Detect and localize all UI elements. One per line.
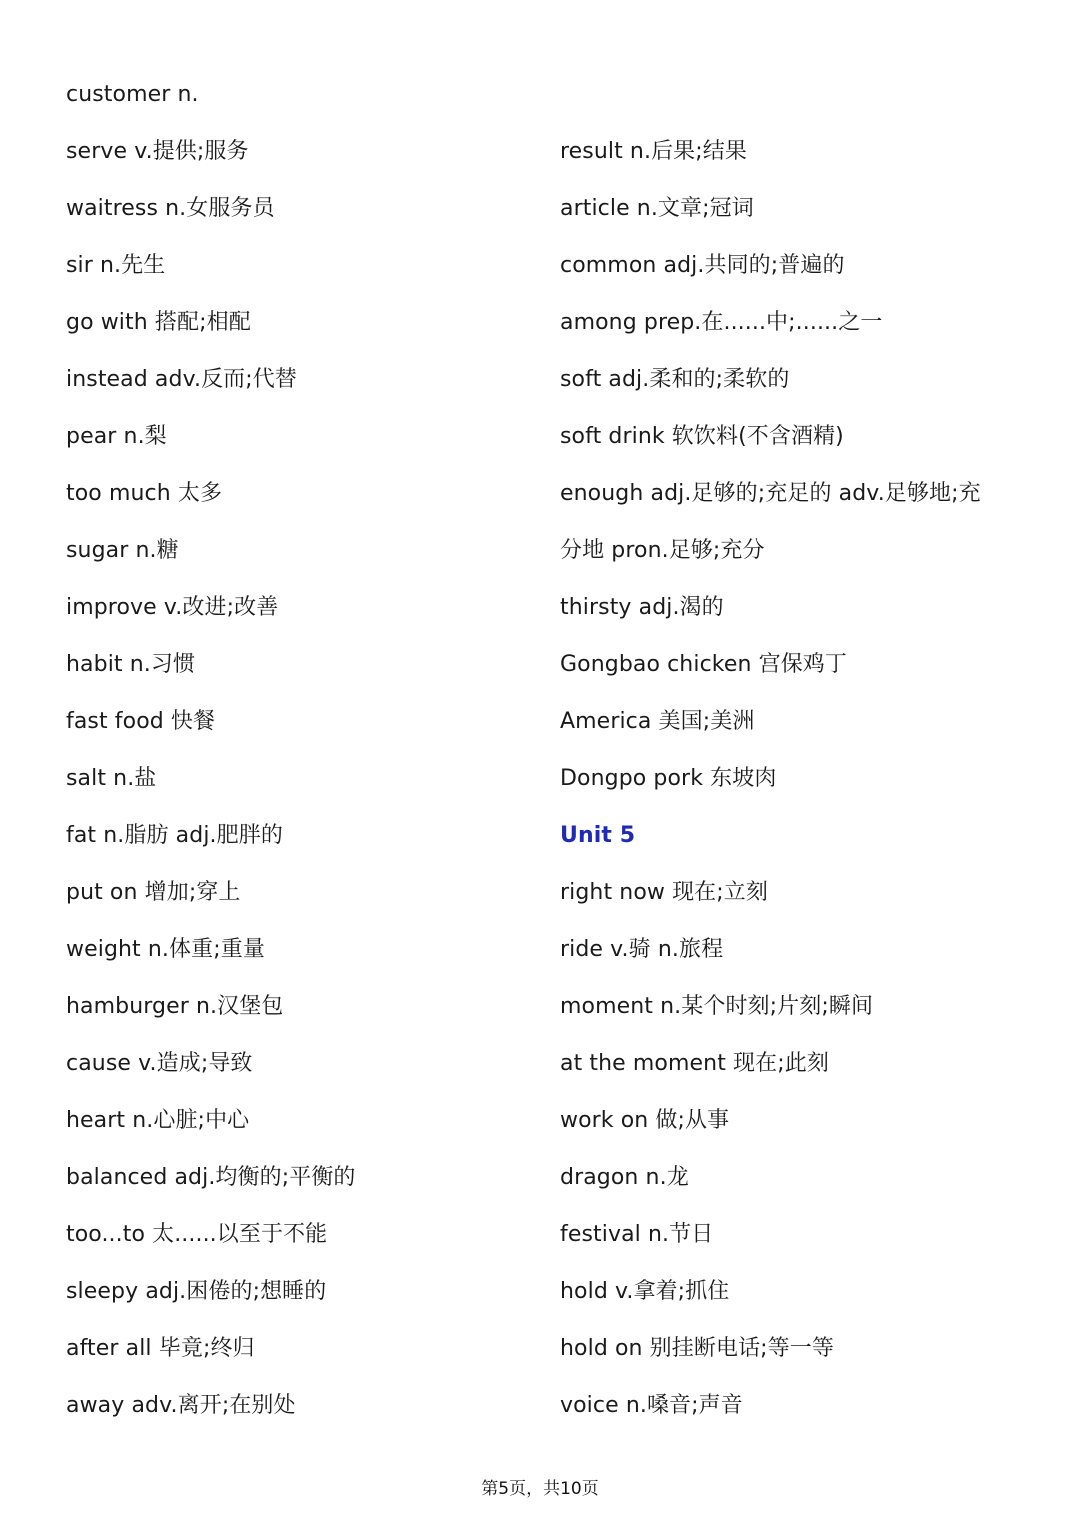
vocab-entry: after all 毕竟;终归 — [66, 1336, 255, 1361]
vocab-entry: improve v.改进;改善 — [66, 595, 279, 620]
vocab-entry: hold on 别挂断电话;等一等 — [560, 1336, 834, 1361]
vocab-entry: balanced adj.均衡的;平衡的 — [66, 1165, 356, 1190]
vocab-entry: pear n.梨 — [66, 424, 167, 449]
vocab-entry: ride v.骑 n.旅程 — [560, 937, 724, 962]
vocab-entry: among prep.在......中;......之一 — [560, 310, 883, 335]
vocab-entry: serve v.提供;服务 — [66, 139, 249, 164]
vocab-entry: common adj.共同的;普遍的 — [560, 253, 845, 278]
vocab-entry: moment n.某个时刻;片刻;瞬间 — [560, 994, 874, 1019]
vocab-entry: fat n.脂肪 adj.肥胖的 — [66, 823, 283, 848]
vocab-entry: habit n.习惯 — [66, 652, 196, 677]
vocab-entry: sir n.先生 — [66, 253, 166, 278]
vocab-entry: sugar n.糖 — [66, 538, 179, 563]
vocab-entry: Gongbao chicken 宫保鸡丁 — [560, 652, 847, 677]
vocab-entry: weight n.体重;重量 — [66, 937, 265, 962]
vocab-entry: thirsty adj.渴的 — [560, 595, 724, 620]
unit-heading: Unit 5 — [560, 823, 636, 848]
vocab-entry: at the moment 现在;此刻 — [560, 1051, 829, 1076]
vocab-entry: hamburger n.汉堡包 — [66, 994, 284, 1019]
vocab-entry: too much 太多 — [66, 481, 223, 506]
vocab-entry: fast food 快餐 — [66, 709, 216, 734]
vocab-entry: 分地 pron.足够;充分 — [560, 538, 765, 563]
vocab-entry: festival n.节日 — [560, 1222, 714, 1247]
vocab-entry: article n.文章;冠词 — [560, 196, 754, 221]
vocab-entry: enough adj.足够的;充足的 adv.足够地;充 — [560, 481, 981, 506]
vocab-entry: heart n.心脏;中心 — [66, 1108, 250, 1133]
vocab-entry: America 美国;美洲 — [560, 709, 755, 734]
vocab-entry: instead adv.反而;代替 — [66, 367, 297, 392]
vocab-entry: put on 增加;穿上 — [66, 880, 241, 905]
vocab-entry: Dongpo pork 东坡肉 — [560, 766, 777, 791]
page-number-footer: 第5页，共10页 — [481, 1479, 599, 1499]
vocab-entry: away adv.离开;在别处 — [66, 1393, 296, 1418]
vocab-entry: soft drink 软饮料(不含酒精) — [560, 424, 844, 449]
vocab-entry: hold v.拿着;抓住 — [560, 1279, 730, 1304]
vocab-entry: soft adj.柔和的;柔软的 — [560, 367, 790, 392]
vocab-entry: voice n.嗓音;声音 — [560, 1393, 743, 1418]
vocab-entry: right now 现在;立刻 — [560, 880, 768, 905]
vocab-entry: cause v.造成;导致 — [66, 1051, 253, 1076]
vocab-entry: waitress n.女服务员 — [66, 196, 275, 221]
vocab-entry: salt n.盐 — [66, 766, 157, 791]
vocab-entry: result n.后果;结果 — [560, 139, 747, 164]
vocab-entry: customer n. — [66, 82, 199, 107]
vocab-entry: work on 做;从事 — [560, 1108, 730, 1133]
vocab-entry: dragon n.龙 — [560, 1165, 689, 1190]
vocab-entry: sleepy adj.困倦的;想睡的 — [66, 1279, 327, 1304]
vocab-entry: too...to 太......以至于不能 — [66, 1222, 328, 1247]
vocab-entry: go with 搭配;相配 — [66, 310, 251, 335]
